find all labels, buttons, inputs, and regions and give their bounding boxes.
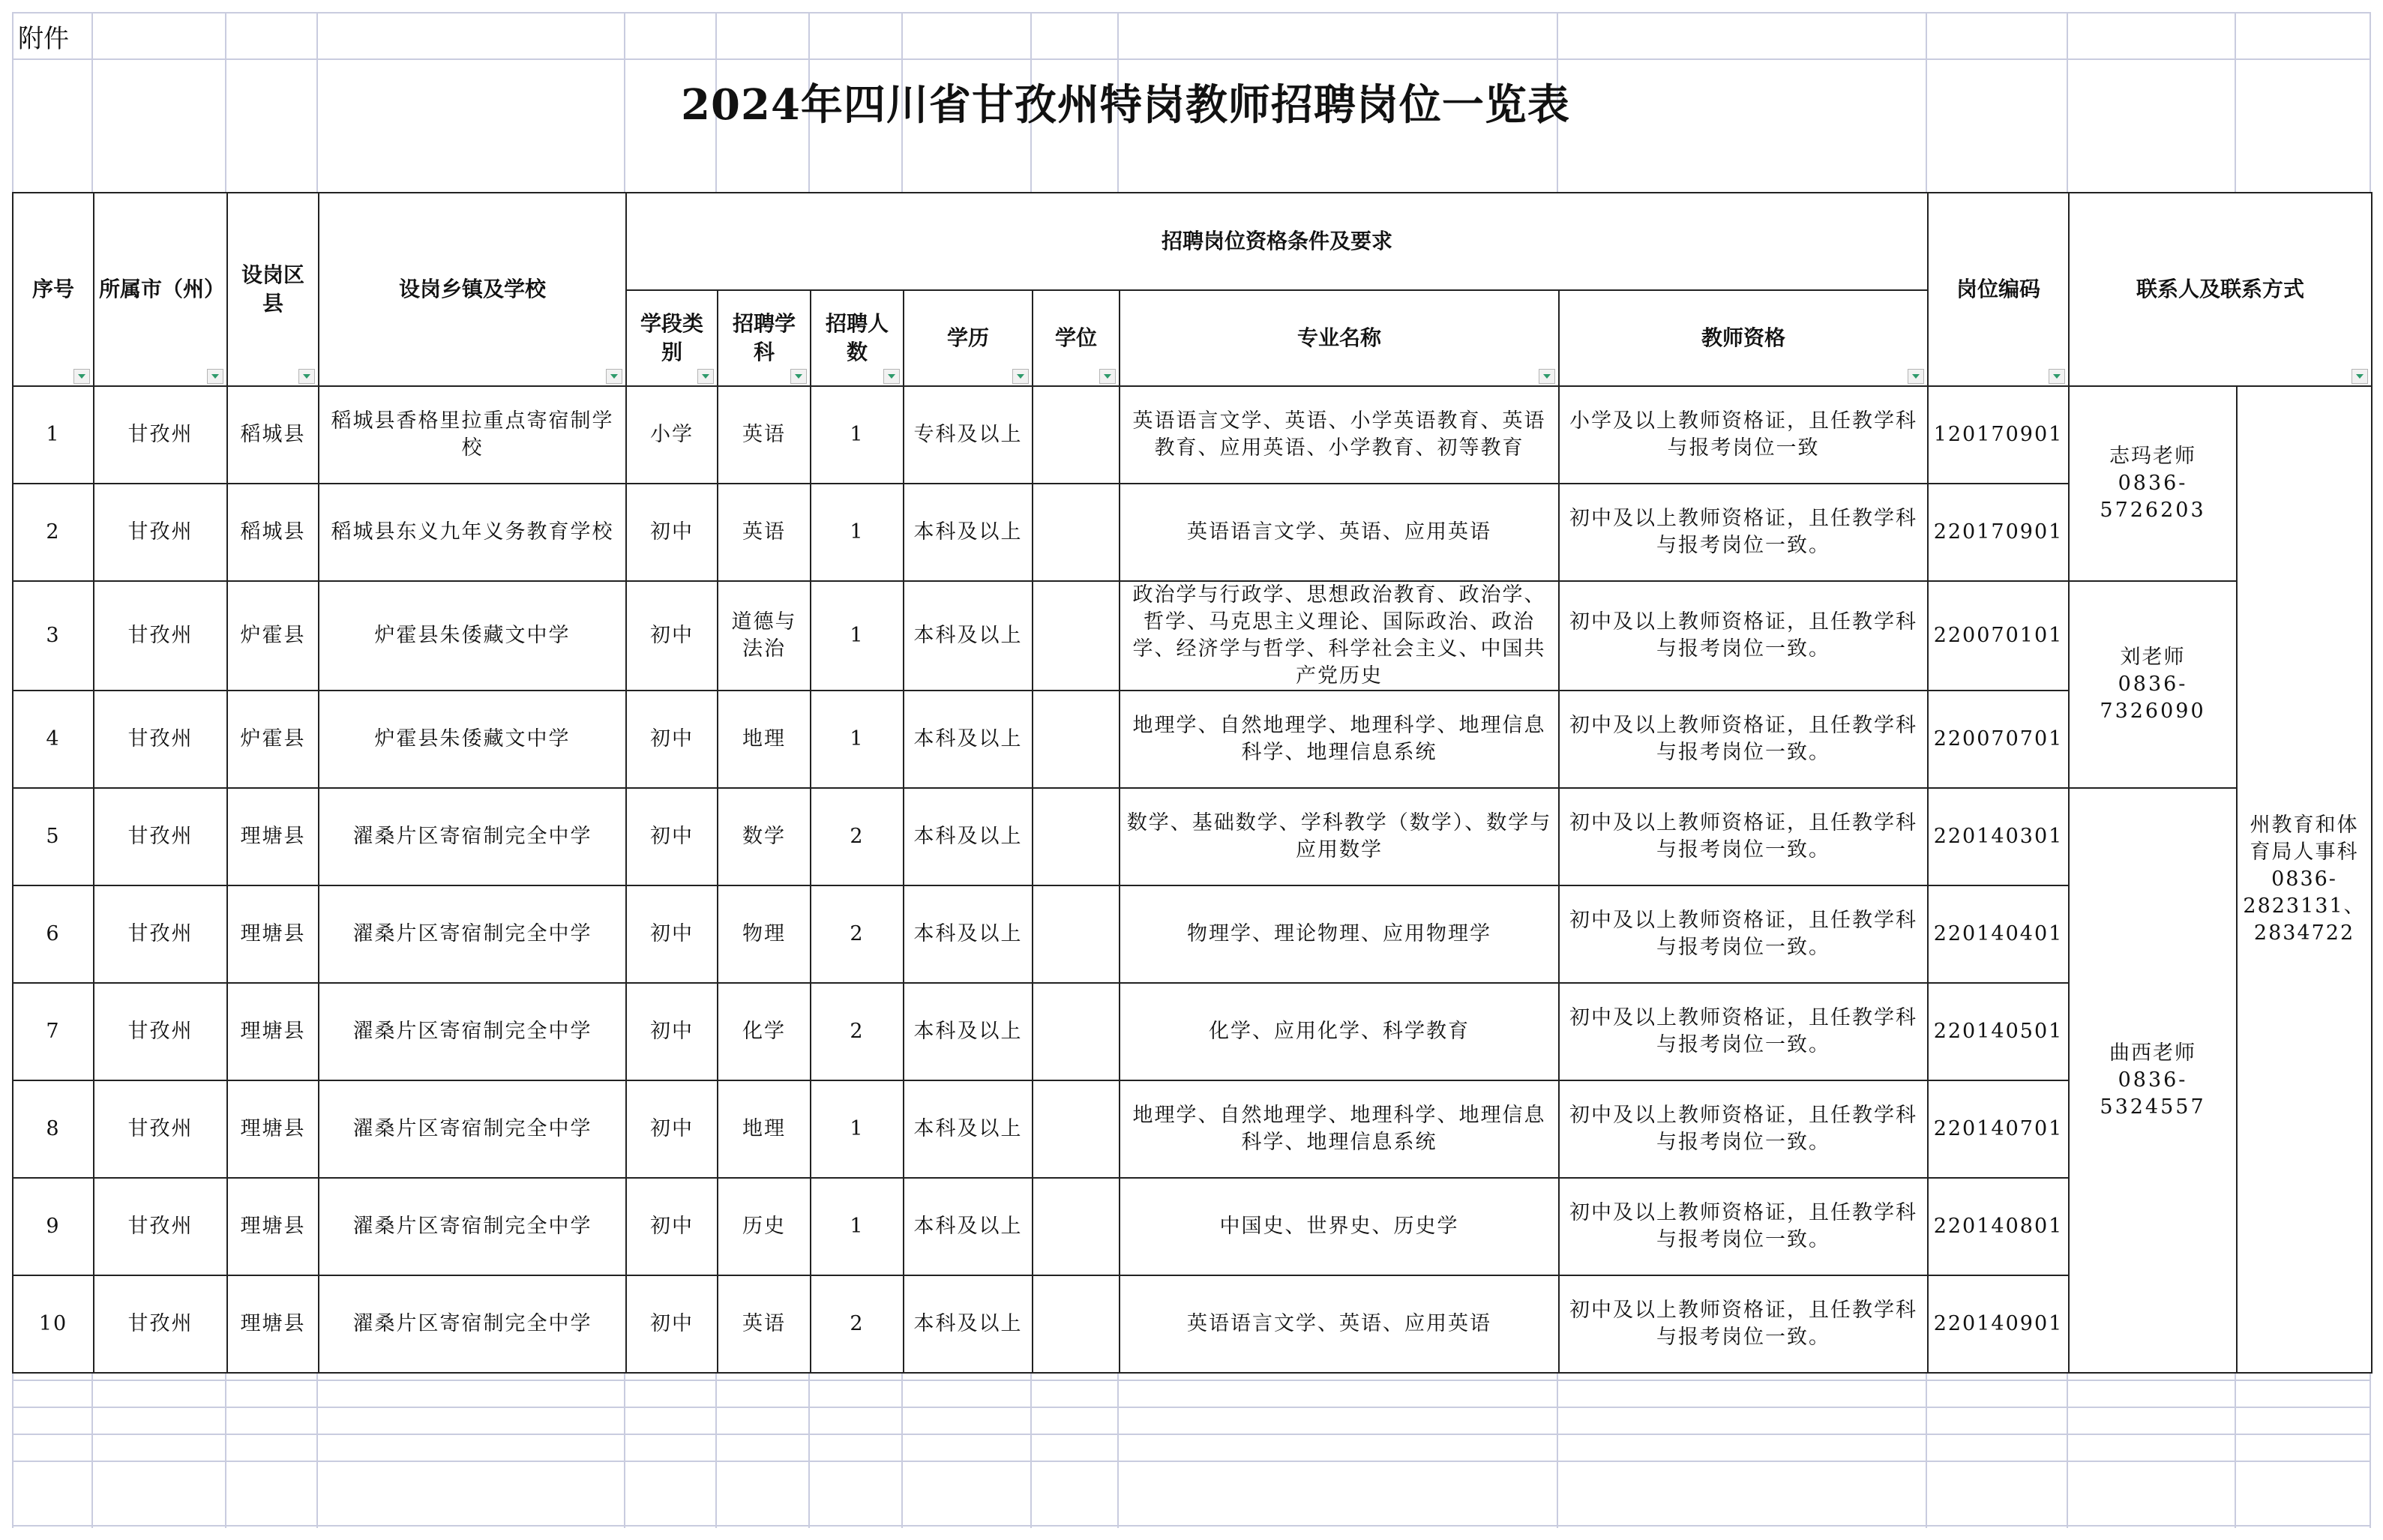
cell-stage[interactable]: 初中: [626, 581, 718, 691]
spreadsheet-sheet: [12, 12, 2371, 1528]
cell-post-code[interactable]: 220140801: [1928, 1178, 2069, 1275]
cell-school[interactable]: 炉霍县朱倭藏文中学: [319, 581, 626, 691]
cell-county[interactable]: 理塘县: [227, 1178, 319, 1275]
cell-school[interactable]: 濯桑片区寄宿制完全中学: [319, 788, 626, 885]
col-header-contact[interactable]: 联系人及联系方式: [2069, 193, 2372, 386]
table-row: [13, 1080, 2372, 1178]
cell-seq[interactable]: 2: [13, 484, 94, 581]
cell-county[interactable]: 理塘县: [227, 983, 319, 1080]
cell-major[interactable]: 英语语言文学、英语、小学英语教育、英语教育、应用英语、小学教育、初等教育: [1120, 386, 1559, 484]
col-header-school[interactable]: 设岗乡镇及学校: [319, 193, 626, 386]
cell-degree[interactable]: [1033, 691, 1120, 788]
cell-certificate[interactable]: 初中及以上教师资格证，且任教学科与报考岗位一致。: [1559, 581, 1928, 691]
filter-dropdown-icon[interactable]: [883, 369, 900, 384]
col-header-post-code[interactable]: 岗位编码: [1928, 193, 2069, 386]
cell-degree[interactable]: [1033, 386, 1120, 484]
cell-county[interactable]: 理塘县: [227, 1080, 319, 1178]
cell-certificate[interactable]: 初中及以上教师资格证，且任教学科与报考岗位一致。: [1559, 983, 1928, 1080]
cell-count[interactable]: 1: [811, 691, 904, 788]
col-header-degree[interactable]: 学位: [1033, 290, 1120, 386]
col-header-subject[interactable]: 招聘学科: [718, 290, 811, 386]
cell-count[interactable]: 1: [811, 581, 904, 691]
table-row: [13, 885, 2372, 983]
cell-seq[interactable]: 4: [13, 691, 94, 788]
cell-county[interactable]: 理塘县: [227, 1275, 319, 1373]
filter-dropdown-icon[interactable]: [790, 369, 807, 384]
table-row: [13, 484, 2372, 581]
cell-subject[interactable]: 物理: [718, 885, 811, 983]
cell-degree[interactable]: [1033, 983, 1120, 1080]
contact-name: 曲西老师: [2109, 1041, 2197, 1065]
cell-county[interactable]: 稻城县: [227, 484, 319, 581]
cell-school[interactable]: 濯桑片区寄宿制完全中学: [319, 983, 626, 1080]
cell-major[interactable]: 地理学、自然地理学、地理科学、地理信息科学、地理信息系统: [1120, 1080, 1559, 1178]
filter-dropdown-icon[interactable]: [1908, 369, 1924, 384]
cell-seq[interactable]: 8: [13, 1080, 94, 1178]
cell-count[interactable]: 1: [811, 1178, 904, 1275]
table-body: [13, 386, 2372, 1373]
contact-name: 志玛老师: [2109, 445, 2197, 468]
cell-school[interactable]: 濯桑片区寄宿制完全中学: [319, 1080, 626, 1178]
cell-count[interactable]: 2: [811, 885, 904, 983]
col-header-county[interactable]: 设岗区县: [227, 193, 319, 386]
cell-city[interactable]: 甘孜州: [94, 788, 227, 885]
cell-post-code[interactable]: 220170901: [1928, 484, 2069, 581]
cell-stage[interactable]: 初中: [626, 484, 718, 581]
contact-phone: 0836-5726203: [2100, 472, 2206, 522]
cell-county[interactable]: 炉霍县: [227, 581, 319, 691]
cell-seq[interactable]: 7: [13, 983, 94, 1080]
cell-major[interactable]: 化学、应用化学、科学教育: [1120, 983, 1559, 1080]
cell-stage[interactable]: 初中: [626, 1275, 718, 1373]
cell-degree[interactable]: [1033, 788, 1120, 885]
cell-major[interactable]: 英语语言文学、英语、应用英语: [1120, 484, 1559, 581]
filter-dropdown-icon[interactable]: [1539, 369, 1555, 384]
cell-contact[interactable]: [2069, 581, 2237, 788]
filter-dropdown-icon[interactable]: [207, 369, 223, 384]
filter-dropdown-icon[interactable]: [2352, 369, 2368, 384]
cell-education[interactable]: 本科及以上: [904, 691, 1033, 788]
cell-seq[interactable]: 1: [13, 386, 94, 484]
cell-major[interactable]: 地理学、自然地理学、地理科学、地理信息科学、地理信息系统: [1120, 691, 1559, 788]
cell-post-code[interactable]: 220070701: [1928, 691, 2069, 788]
cell-seq[interactable]: 9: [13, 1178, 94, 1275]
col-header-city[interactable]: 所属市（州）: [94, 193, 227, 386]
col-header-certificate[interactable]: 教师资格: [1559, 290, 1928, 386]
cell-count[interactable]: 2: [811, 788, 904, 885]
page-title: 2024年四川省甘孜州特岗教师招聘岗位一览表: [681, 80, 1570, 130]
table-row: [13, 788, 2372, 885]
cell-post-code[interactable]: 220140901: [1928, 1275, 2069, 1373]
cell-degree[interactable]: [1033, 484, 1120, 581]
cell-count[interactable]: 2: [811, 983, 904, 1080]
col-header-seq[interactable]: 序号: [13, 193, 94, 386]
cell-count[interactable]: 1: [811, 484, 904, 581]
cell-education[interactable]: 本科及以上: [904, 885, 1033, 983]
cell-city[interactable]: 甘孜州: [94, 885, 227, 983]
cell-degree[interactable]: [1033, 581, 1120, 691]
table-row: [13, 691, 2372, 788]
cell-county[interactable]: 炉霍县: [227, 691, 319, 788]
cell-subject[interactable]: 英语: [718, 1275, 811, 1373]
cell-degree[interactable]: [1033, 1080, 1120, 1178]
cell-count[interactable]: 2: [811, 1275, 904, 1373]
cell-subject[interactable]: 历史: [718, 1178, 811, 1275]
col-header-major[interactable]: 专业名称: [1120, 290, 1559, 386]
cell-education[interactable]: 本科及以上: [904, 484, 1033, 581]
cell-degree[interactable]: [1033, 1178, 1120, 1275]
cell-city[interactable]: 甘孜州: [94, 1275, 227, 1373]
cell-school[interactable]: 炉霍县朱倭藏文中学: [319, 691, 626, 788]
cell-city[interactable]: 甘孜州: [94, 1080, 227, 1178]
cell-degree[interactable]: [1033, 885, 1120, 983]
filter-dropdown-icon[interactable]: [697, 369, 714, 384]
cell-city[interactable]: 甘孜州: [94, 1178, 227, 1275]
header-row-1: [13, 193, 2372, 290]
cell-certificate[interactable]: 小学及以上教师资格证，且任教学科与报考岗位一致: [1559, 386, 1928, 484]
cell-major[interactable]: 中国史、世界史、历史学: [1120, 1178, 1559, 1275]
cell-major[interactable]: 英语语言文学、英语、应用英语: [1120, 1275, 1559, 1373]
cell-education[interactable]: 本科及以上: [904, 788, 1033, 885]
cell-seq[interactable]: 3: [13, 581, 94, 691]
cell-stage[interactable]: 初中: [626, 983, 718, 1080]
cell-city[interactable]: 甘孜州: [94, 484, 227, 581]
contact-phone: 0836-7326090: [2100, 673, 2206, 723]
cell-school[interactable]: 濯桑片区寄宿制完全中学: [319, 1275, 626, 1373]
cell-school[interactable]: 濯桑片区寄宿制完全中学: [319, 1178, 626, 1275]
contact-name: 刘老师: [2120, 646, 2186, 669]
cell-stage[interactable]: 初中: [626, 885, 718, 983]
recruitment-table: [12, 192, 2373, 1374]
filter-dropdown-icon[interactable]: [1012, 369, 1029, 384]
cell-education[interactable]: 专科及以上: [904, 386, 1033, 484]
cell-city[interactable]: 甘孜州: [94, 983, 227, 1080]
cell-education[interactable]: 本科及以上: [904, 1080, 1033, 1178]
cell-stage[interactable]: 初中: [626, 691, 718, 788]
cell-certificate[interactable]: 初中及以上教师资格证，且任教学科与报考岗位一致。: [1559, 484, 1928, 581]
cell-education[interactable]: 本科及以上: [904, 581, 1033, 691]
cell-county[interactable]: 理塘县: [227, 885, 319, 983]
cell-bureau-contact[interactable]: 州教育和体育局人事科0836-2823131、2834722: [2237, 386, 2372, 1373]
cell-stage[interactable]: 小学: [626, 386, 718, 484]
cell-major[interactable]: 政治学与行政学、思想政治教育、政治学、哲学、马克思主义理论、国际政治、政治学、经济学与哲学、科学社会主义、中国共产党历史: [1120, 581, 1559, 691]
filter-dropdown-icon[interactable]: [606, 369, 622, 384]
cell-county[interactable]: 理塘县: [227, 788, 319, 885]
cell-post-code[interactable]: 220140401: [1928, 885, 2069, 983]
cell-city[interactable]: 甘孜州: [94, 581, 227, 691]
filter-dropdown-icon[interactable]: [298, 369, 315, 384]
col-header-requirements: 招聘岗位资格条件及要求: [626, 193, 1928, 290]
cell-stage[interactable]: 初中: [626, 1080, 718, 1178]
cell-school[interactable]: 濯桑片区寄宿制完全中学: [319, 885, 626, 983]
cell-school[interactable]: 稻城县东义九年义务教育学校: [319, 484, 626, 581]
table-row: [13, 386, 2372, 484]
table-row: [13, 1275, 2372, 1373]
cell-subject[interactable]: 化学: [718, 983, 811, 1080]
cell-post-code[interactable]: 220140501: [1928, 983, 2069, 1080]
cell-count[interactable]: 1: [811, 386, 904, 484]
cell-contact[interactable]: [2069, 788, 2237, 1373]
cell-seq[interactable]: 5: [13, 788, 94, 885]
cell-stage[interactable]: 初中: [626, 788, 718, 885]
table-row: [13, 581, 2372, 691]
cell-subject[interactable]: 道德与法治: [718, 581, 811, 691]
cell-county[interactable]: 稻城县: [227, 386, 319, 484]
cell-school[interactable]: 稻城县香格里拉重点寄宿制学校: [319, 386, 626, 484]
cell-seq[interactable]: 10: [13, 1275, 94, 1373]
cell-post-code[interactable]: 220140301: [1928, 788, 2069, 885]
cell-subject[interactable]: 地理: [718, 691, 811, 788]
cell-contact[interactable]: [2069, 386, 2237, 581]
cell-education[interactable]: 本科及以上: [904, 1275, 1033, 1373]
cell-city[interactable]: 甘孜州: [94, 386, 227, 484]
cell-major[interactable]: 数学、基础数学、学科教学（数学）、数学与应用数学: [1120, 788, 1559, 885]
col-header-stage[interactable]: 学段类别: [626, 290, 718, 386]
cell-subject[interactable]: 英语: [718, 484, 811, 581]
cell-certificate[interactable]: 初中及以上教师资格证，且任教学科与报考岗位一致。: [1559, 691, 1928, 788]
attachment-label: 附件: [18, 24, 69, 54]
cell-certificate[interactable]: 初中及以上教师资格证，且任教学科与报考岗位一致。: [1559, 788, 1928, 885]
cell-seq[interactable]: 6: [13, 885, 94, 983]
cell-post-code[interactable]: 220070101: [1928, 581, 2069, 691]
cell-stage[interactable]: 初中: [626, 1178, 718, 1275]
cell-education[interactable]: 本科及以上: [904, 1178, 1033, 1275]
filter-dropdown-icon[interactable]: [2049, 369, 2065, 384]
filter-dropdown-icon[interactable]: [73, 369, 90, 384]
table-row: [13, 1178, 2372, 1275]
cell-post-code[interactable]: 220140701: [1928, 1080, 2069, 1178]
cell-subject[interactable]: 地理: [718, 1080, 811, 1178]
cell-certificate[interactable]: 初中及以上教师资格证，且任教学科与报考岗位一致。: [1559, 1275, 1928, 1373]
cell-subject[interactable]: 数学: [718, 788, 811, 885]
contact-phone: 0836-5324557: [2100, 1068, 2206, 1119]
cell-subject[interactable]: 英语: [718, 386, 811, 484]
col-header-education[interactable]: 学历: [904, 290, 1033, 386]
cell-post-code[interactable]: 120170901: [1928, 386, 2069, 484]
col-header-count[interactable]: 招聘人数: [811, 290, 904, 386]
cell-certificate[interactable]: 初中及以上教师资格证，且任教学科与报考岗位一致。: [1559, 885, 1928, 983]
cell-count[interactable]: 1: [811, 1080, 904, 1178]
filter-dropdown-icon[interactable]: [1099, 369, 1116, 384]
cell-degree[interactable]: [1033, 1275, 1120, 1373]
cell-education[interactable]: 本科及以上: [904, 983, 1033, 1080]
table-row: [13, 983, 2372, 1080]
cell-certificate[interactable]: 初中及以上教师资格证，且任教学科与报考岗位一致。: [1559, 1080, 1928, 1178]
cell-city[interactable]: 甘孜州: [94, 691, 227, 788]
cell-certificate[interactable]: 初中及以上教师资格证，且任教学科与报考岗位一致。: [1559, 1178, 1928, 1275]
cell-major[interactable]: 物理学、理论物理、应用物理学: [1120, 885, 1559, 983]
